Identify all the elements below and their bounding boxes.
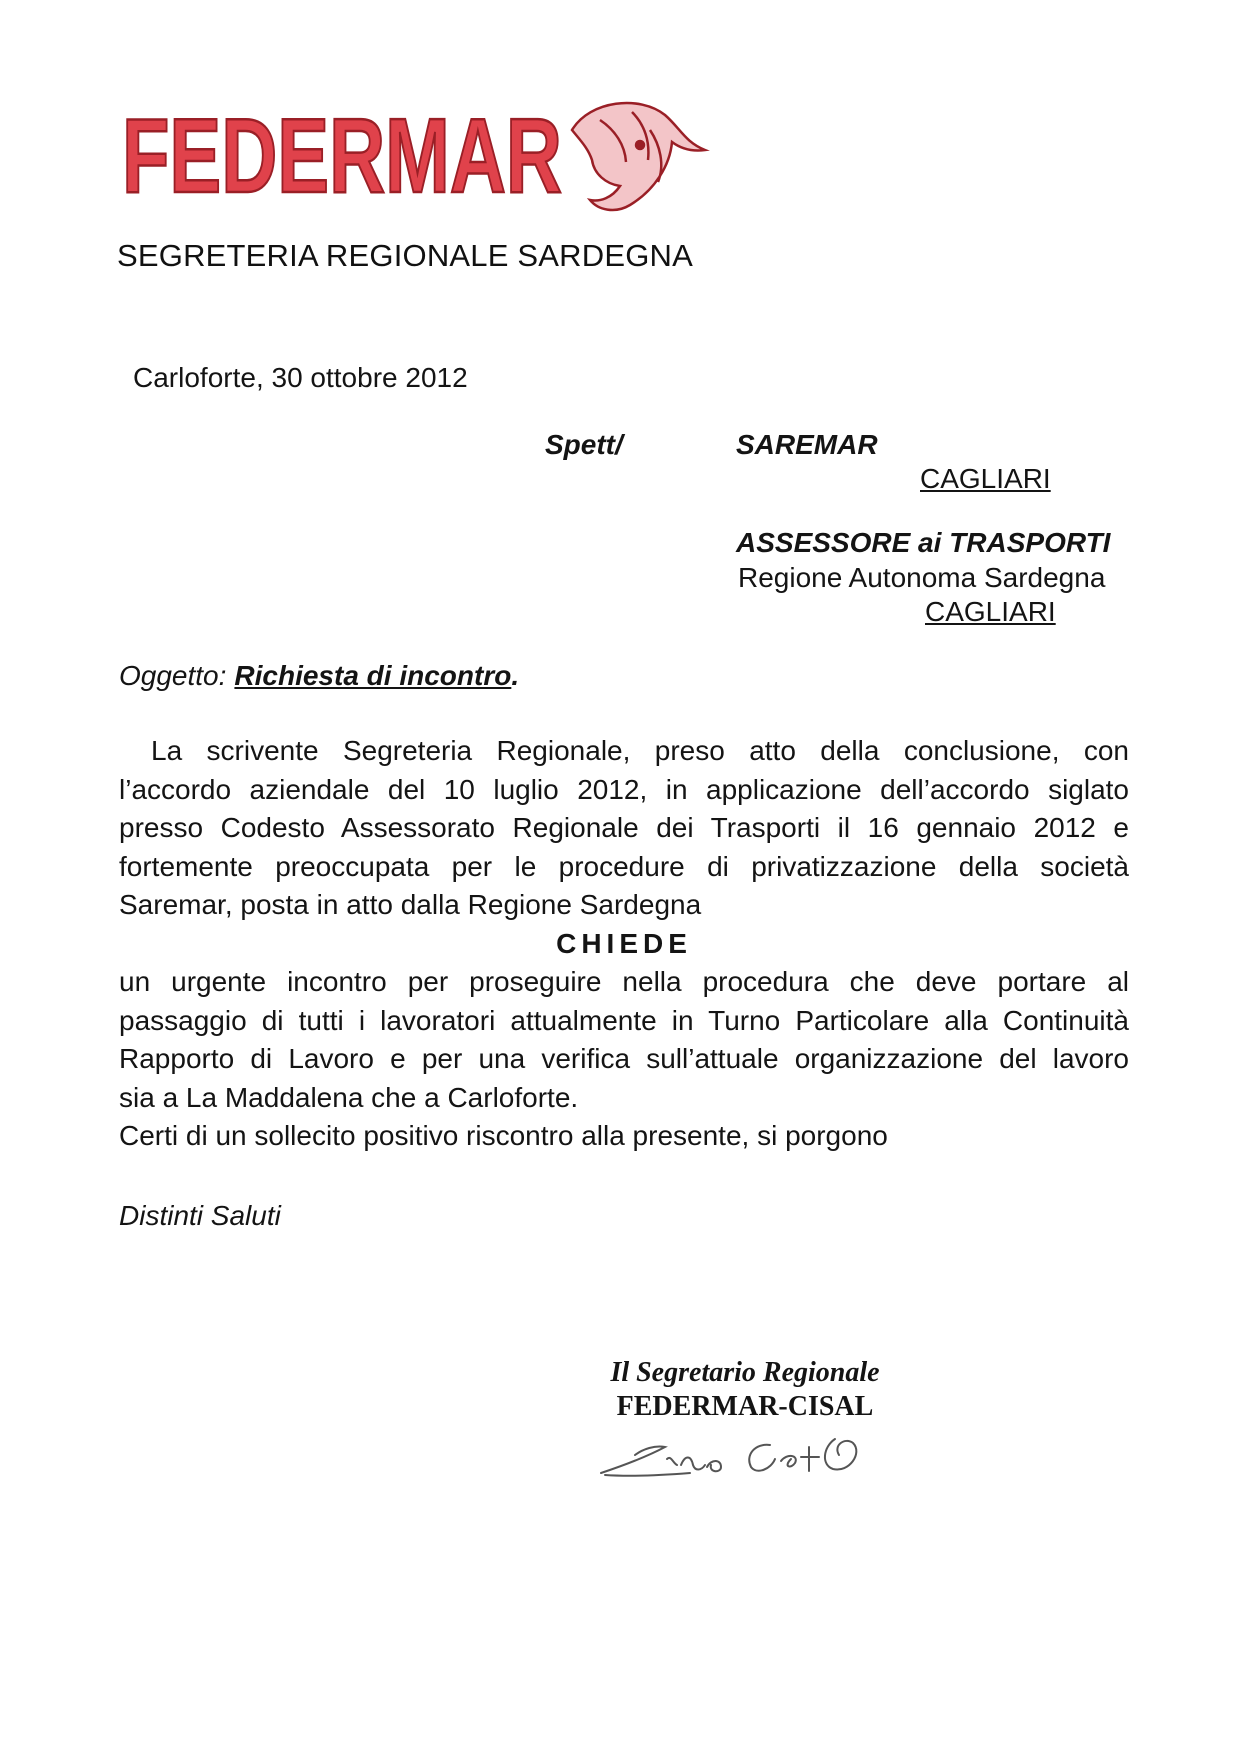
body-line: Rapporto di Lavoro e per una verifica sull’attuale organizzazione del lavoro [119, 1043, 1129, 1074]
body-line: sia a La Maddalena che a Carloforte. [119, 1081, 579, 1113]
signatory-role: Il Segretario Regionale [610, 1357, 880, 1388]
subject-text: Richiesta di incontro [234, 660, 512, 691]
recipient-city-1: CAGLIARI [920, 463, 1051, 494]
body-line: Saremar, posta in atto dalla Regione Sardegna [119, 889, 702, 920]
chiede-heading: CHIEDE [556, 927, 692, 959]
svg-text:FEDERMAR: FEDERMAR [122, 97, 562, 215]
recipient-city-2: CAGLIARI [925, 596, 1056, 627]
recipient-assessore: ASSESSORE ai TRASPORTI [736, 527, 1111, 558]
subject-dot: . [511, 660, 520, 691]
greeting: Distinti Saluti [119, 1200, 281, 1231]
subject-line [119, 660, 519, 692]
body-line: presso Codesto Assessorato Regionale dei Trasporti il 16 gennaio 2012 e [119, 812, 1129, 843]
recipient-prefix: Spett/ [545, 429, 623, 460]
logo-lettering [122, 97, 562, 215]
signatory-org: FEDERMAR-CISAL [616, 1391, 874, 1422]
sea-horse-icon [572, 103, 705, 210]
segreteria-heading: SEGRETERIA REGIONALE SARDEGNA [117, 238, 694, 273]
date-line: Carloforte, 30 ottobre 2012 [133, 362, 468, 393]
handwritten-signature [595, 1425, 895, 1485]
federmar-logo [120, 90, 710, 230]
body-line: l’accordo aziendale del 10 luglio 2012, in applicazione dell’accordo siglato [119, 773, 1129, 805]
recipient-saremar: SAREMAR [736, 429, 878, 460]
body-line: un urgente incontro per proseguire nella procedura che deve portare al [119, 966, 1129, 997]
closing-line: Certi di un sollecito positivo riscontro alla presente, si porgono [119, 1120, 888, 1151]
subject-label: Oggetto: [119, 660, 227, 691]
recipient-org: Regione Autonoma Sardegna [738, 562, 1106, 593]
letter-body [119, 732, 1129, 1156]
body-line: fortemente preoccupata per le procedure di privatizzazione della società [119, 850, 1129, 882]
body-line: passaggio di tutti i lavoratori attualmente in Turno Particolare alla Continuità [119, 1004, 1129, 1036]
body-line: La scrivente Segreteria Regionale, preso atto della conclusione, con [151, 735, 1129, 766]
